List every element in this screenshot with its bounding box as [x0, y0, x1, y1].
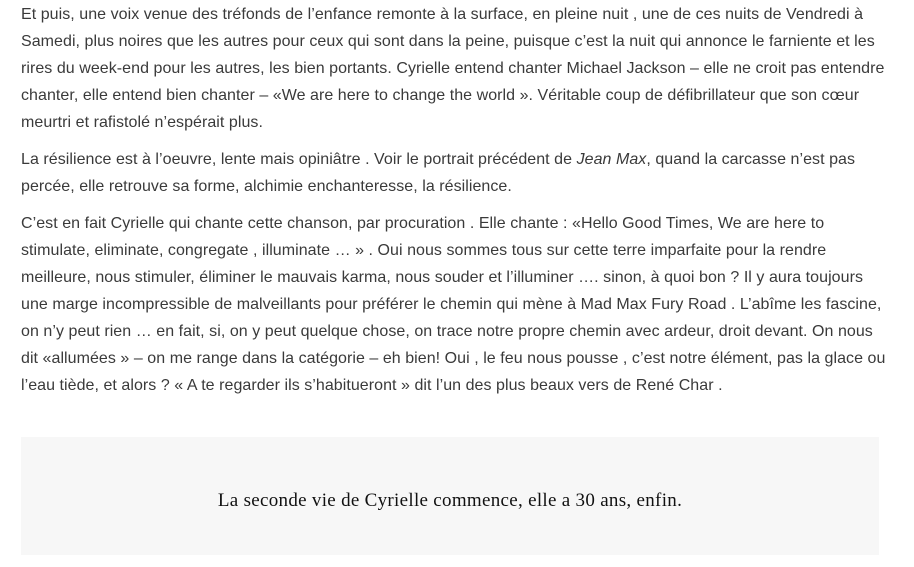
- paragraph-night-voice: [21, 1, 889, 136]
- paragraph-text: C’est en fait Cyrielle qui chante cette chanson, par procuration . Elle chante : «Hello Good Times, We are here to stimulate, eliminate, congregate , illuminate … » . Oui nous sommes tous sur cette terre imparfaite pour la rendre meilleure, nous stimuler, éliminer le mauvais karma, nous souder et l’illuminer …. sinon, à quoi bon ? Il y aura toujours une marge incompressible de malveillants pour préférer le chemin qui mène à Mad Max Fury Road . L’abîme les fascine, on n’y peut rien … en fait, si, on y peut quelque chose, on trace notre propre chemin avec ardeur, droit devant. On nous dit «allumées » – on me range dans la catégorie – eh bien! Oui , le feu nous pousse , c’est notre élément, pas la glace ou l’eau tiède, et alors ? « A te regarder ils s’habitueront » dit l’un des plus beaux vers de René Char .: [21, 215, 886, 394]
- article-body: [21, 0, 889, 409]
- highlight-quote-text: La seconde vie de Cyrielle commence, elle a 30 ans, enfin.: [217, 490, 683, 511]
- paragraph-resilience: [21, 146, 889, 200]
- paragraph-text: , quand la carcasse n’est pas percée, elle retrouve sa forme, alchimie enchanteresse, la résilience.: [21, 151, 856, 195]
- paragraph-text: Et puis, une voix venue des tréfonds de l’enfance remonte à la surface, en pleine nuit , une de ces nuits de Vendredi à Samedi, plus noires que les autres pour ceux qui sont dans la peine, puisque c’est la nuit qui annonce le farniente et les rires du week-end pour les autres, les bien portants. Cyrielle entend chanter Michael Jackson – elle ne croit pas entendre chanter, elle entend bien chanter – «We are here to change the world ». Véritable coup de défibrillateur que son cœur meurtri et rafistolé n’espérait plus.: [21, 6, 885, 131]
- paragraph-song: [21, 210, 889, 399]
- paragraph-text: La résilience est à l’oeuvre, lente mais opiniâtre . Voir le portrait précédent de: [21, 151, 577, 168]
- highlight-quote-box: [21, 437, 879, 555]
- italic-name-jean-max: Jean Max: [576, 151, 647, 168]
